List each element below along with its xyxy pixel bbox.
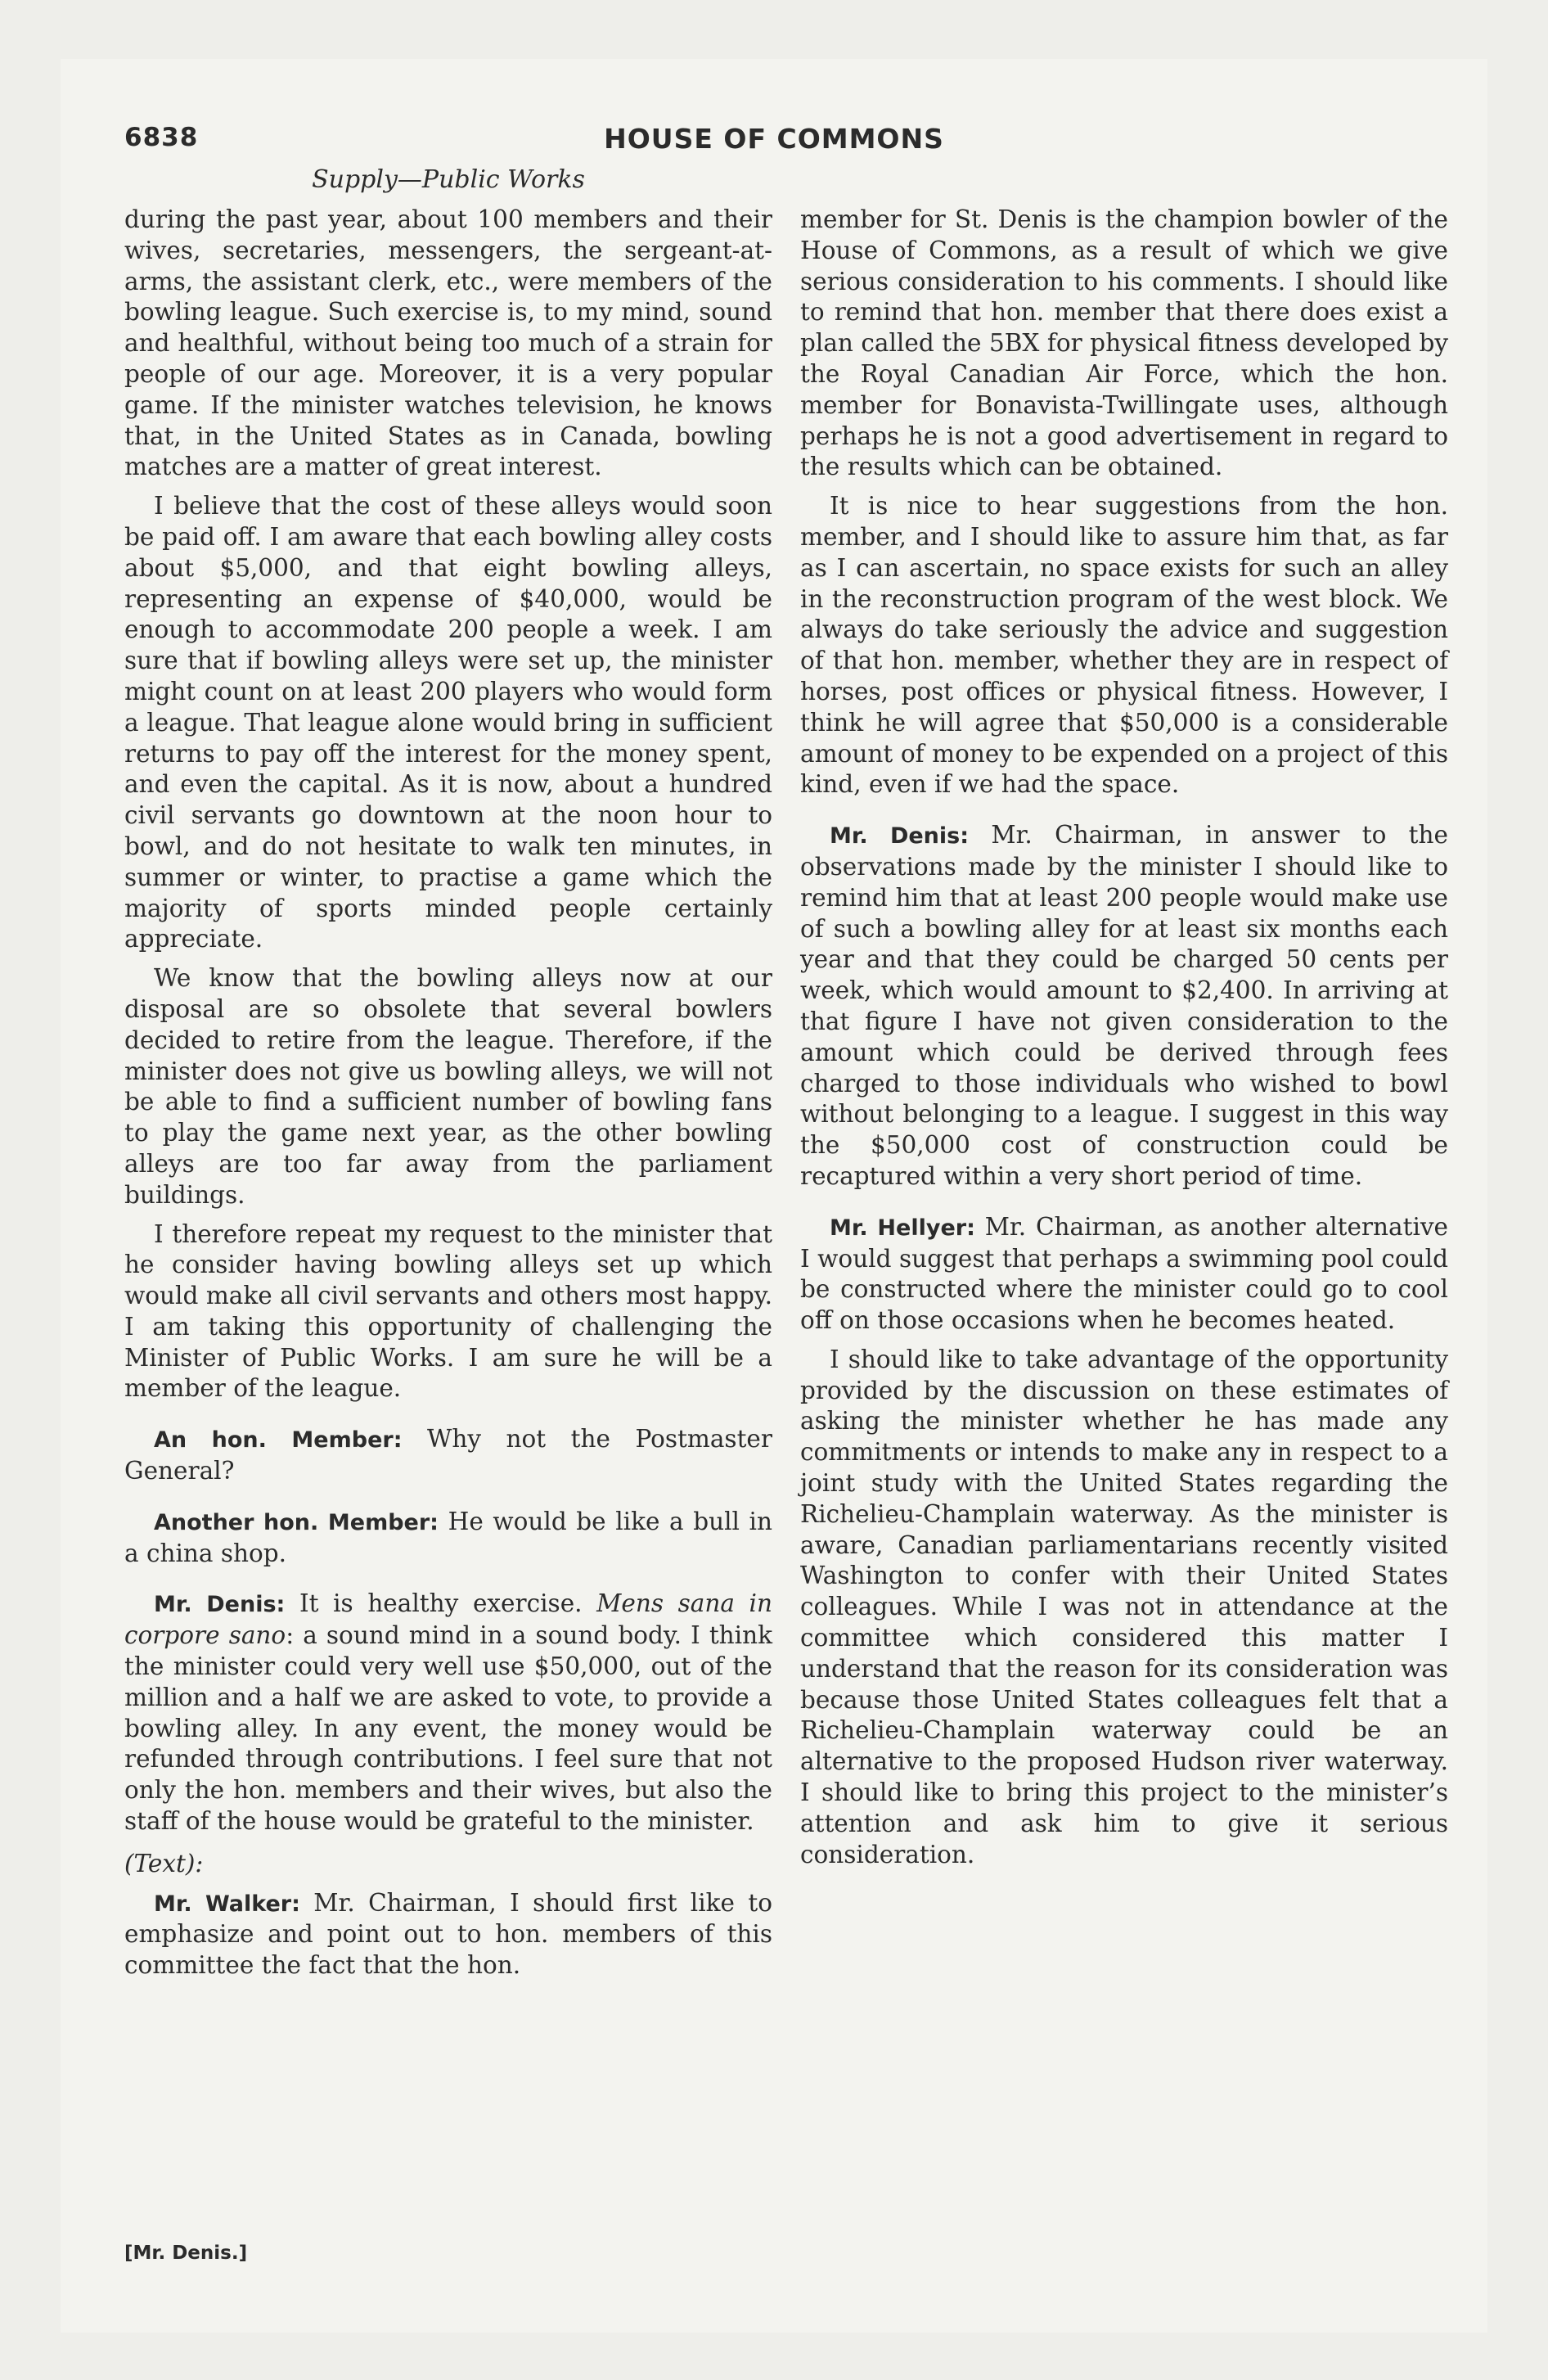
speaker-name: An hon. Member: <box>154 1427 403 1454</box>
speech-text: He would be like a bull in a china shop. <box>124 1507 772 1567</box>
speech-text: Why not the Postmaster General? <box>124 1425 772 1485</box>
right-column <box>800 205 1448 1878</box>
speech-text: It is healthy exercise. <box>299 1589 583 1618</box>
speech <box>124 1424 772 1487</box>
speaker-name: Another hon. Member: <box>154 1509 439 1535</box>
speech <box>124 1507 772 1570</box>
page-number: 6838 <box>124 123 199 152</box>
footnote-speaker: [Mr. Denis.] <box>124 2243 248 2264</box>
speech-text: : a sound mind in a sound body. I think the minister could very well use $50,000, out of the million and a half we are asked to vote, to provide a bowling alley. In any event, the money would be refunded through contributions. I feel sure that not only the hon. members and their wives, but also the staff of the house would be grateful to the minister. <box>124 1621 772 1836</box>
section-subhead: Supply—Public Works <box>312 165 585 194</box>
speech <box>800 820 1448 1192</box>
paragraph: We know that the bowling alleys now at our disposal are so obsolete that several bowlers decided to retire from the league. Therefore, if the minister does not give us bowling alleys, we will not be able to find a sufficient number of bowling fans to play the game next year, as the other bowling alleys are too far away from the parliament buildings. <box>124 964 772 1209</box>
speech-text: Mr. Chairman, I should first like to emphasize and point out to hon. members of this committee the fact that the hon. <box>124 1888 772 1980</box>
speech-text: Mr. Chairman, as another alternative I would suggest that perhaps a swimming pool could be constructed where the minister could go to cool off on those occasions when he becomes heated. <box>800 1212 1448 1335</box>
speech <box>124 1589 772 1837</box>
paragraph: I should like to take advantage of the opportunity provided by the discussion on these estimates of asking the minister whether he has made any commitments or intends to make any in respect to a joint study with the United States regarding the Richelieu-Champlain waterway. As the minister is aware, Canadian parliamentarians recently visited Washington to confer with their United States colleagues. While I was not in attendance at the committee which considered this matter I understand that the reason for its consideration was because those United States colleagues felt that a Richelieu-Champlain waterway could be an alternative to the proposed Hudson river waterway. I should like to bring this project to the minister’s attention and ask him to give it serious consideration. <box>800 1345 1448 1868</box>
speech-text: Mr. Chairman, in answer to the observations made by the minister I should like to remind him that at least 200 people would make use of such a bowling alley for at least six months each year and that they could be charged 50 cents per week, which would amount to $2,400. In arriving at that figure I have not given consideration to the amount which could be derived through fees charged to those individuals who wished to bowl without belonging to a league. I suggest in this way the $50,000 cost of construction could be recaptured within a very short period of time. <box>800 821 1448 1190</box>
speaker-name: Mr. Denis: <box>154 1592 286 1618</box>
left-column <box>124 205 772 1990</box>
paragraph: I believe that the cost of these alleys would soon be paid off. I am aware that each bowling alley costs about $5,000, and that eight bowling alleys, representing an expense of $40,000, would be enough to accommodate 200 people a week. I am sure that if bowling alleys were set up, the minister might count on at least 200 players who would form a league. That league alone would bring in sufficient returns to pay off the interest for the money spent, and even the capital. As it is now, about a hundred civil servants go downtown at the noon hour to bowl, and do not hesitate to walk ten minutes, in summer or winter, to practise a game which the majority of sports minded people certainly appreciate. <box>124 492 772 953</box>
speaker-name: Mr. Denis: <box>830 823 970 850</box>
latin-phrase: Mens sana in corpore sano <box>124 1589 772 1650</box>
paragraph: during the past year, about 100 members and their wives, secretaries, messengers, the sergeant-at-arms, the assistant clerk, etc., were members of the bowling league. Such exercise is, to my mind, sound and healthful, without being too much of a strain for people of our age. Moreover, it is a very popular game. If the minister watches television, he knows that, in the United States as in Canada, bowling matches are a matter of great interest. <box>124 205 772 481</box>
speaker-name: Mr. Walker: <box>154 1891 300 1917</box>
paragraph: member for St. Denis is the champion bowler of the House of Commons, as a result of which we give serious consideration to his comments. I should like to remind that hon. member that there does exist a plan called the 5BX for physical fitness developed by the Royal Canadian Air Force, which the hon. member for Bonavista-Twillingate uses, although perhaps he is not a good advertisement in regard to the results which can be obtained. <box>800 205 1448 481</box>
speech <box>800 1212 1448 1336</box>
paragraph: I therefore repeat my request to the minister that he consider having bowling alleys set up which would make all civil servants and others most happy. I am taking this opportunity of challenging the Minister of Public Works. I am sure he will be a member of the league. <box>124 1219 772 1403</box>
speaker-name: Mr. Hellyer: <box>830 1215 975 1241</box>
speech <box>124 1888 772 1981</box>
text-label: (Text): <box>124 1849 204 1877</box>
paragraph: It is nice to hear suggestions from the hon. member, and I should like to assure him that, as far as I can ascertain, no space exists for such an alley in the reconstruction program of the west block. We always do take seriously the advice and suggestion of that hon. member, whether they are in respect of horses, post offices or physical fitness. However, I think he will agree that $50,000 is a considerable amount of money to be expended on a project of this kind, even if we had the space. <box>800 492 1448 799</box>
running-head: HOUSE OF COMMONS <box>604 123 944 155</box>
